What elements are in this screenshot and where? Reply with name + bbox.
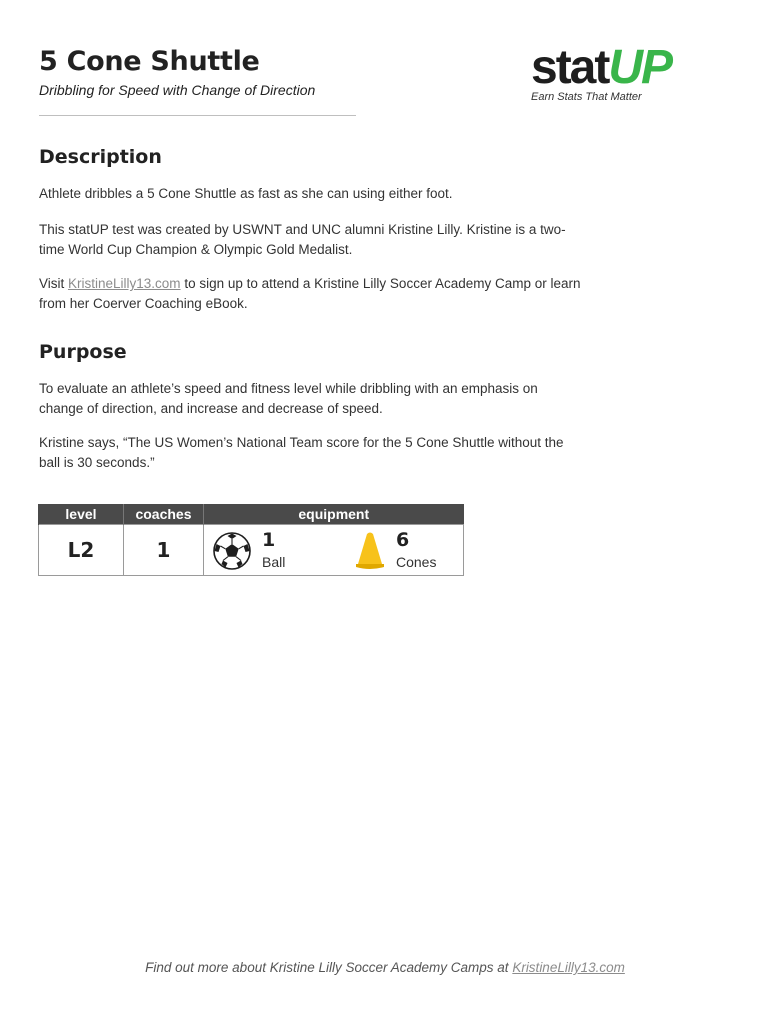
ball-label: Ball (262, 554, 286, 570)
purpose-heading: Purpose (39, 341, 127, 363)
level-header: level (39, 504, 124, 525)
statup-logo (531, 43, 721, 113)
cone-icon (354, 531, 386, 571)
description-visit-text: Visit (39, 276, 69, 291)
equipment-cell (204, 525, 464, 576)
description-paragraph-3 (39, 274, 584, 313)
level-value: L2 (39, 525, 124, 576)
kristine-lilly-link[interactable]: KristineLilly13.com (68, 276, 181, 291)
coaches-value: 1 (124, 525, 204, 576)
purpose-paragraph-1: To evaluate an athlete’s speed and fitness level while dribbling with an emphasis on change of direction, and increase and decrease of speed. (39, 381, 538, 416)
footer-note (0, 960, 770, 975)
cones-label: Cones (396, 554, 437, 570)
logo-up-text: UP (608, 41, 672, 94)
page-subtitle: Dribbling for Speed with Change of Direction (39, 82, 316, 98)
description-signup-text: to sign up to attend a Kristine Lilly Soccer Academy Camp or learn from her Coerver Coaching eBook. (39, 276, 581, 311)
logo-tagline: Earn Stats That Matter (531, 91, 642, 103)
purpose-paragraph-2: Kristine says, “The US Women’s National Team score for the 5 Cone Shuttle without the ball is 30 seconds.” (39, 435, 564, 470)
page-title: 5 Cone Shuttle (39, 46, 260, 77)
ball-count: 1 (262, 529, 276, 551)
description-paragraph-2: This statUP test was created by USWNT and UNC alumni Kristine Lilly. Kristine is a two-time World Cup Champion & Olympic Gold Medalist. (39, 222, 566, 257)
header-divider (39, 115, 356, 116)
footer-link[interactable]: KristineLilly13.com (512, 960, 625, 975)
equipment-table (38, 504, 464, 576)
coaches-header: coaches (124, 504, 204, 525)
cones-count: 6 (396, 529, 410, 551)
description-heading: Description (39, 146, 162, 168)
logo-wordmark (531, 43, 671, 93)
description-paragraph-1: Athlete dribbles a 5 Cone Shuttle as fast as she can using either foot. (39, 186, 453, 201)
soccer-ball-icon (212, 531, 252, 571)
footer-text: Find out more about Kristine Lilly Soccer Academy Camps at (145, 960, 513, 975)
logo-stat-text: stat (531, 41, 609, 94)
equipment-header: equipment (204, 504, 464, 525)
